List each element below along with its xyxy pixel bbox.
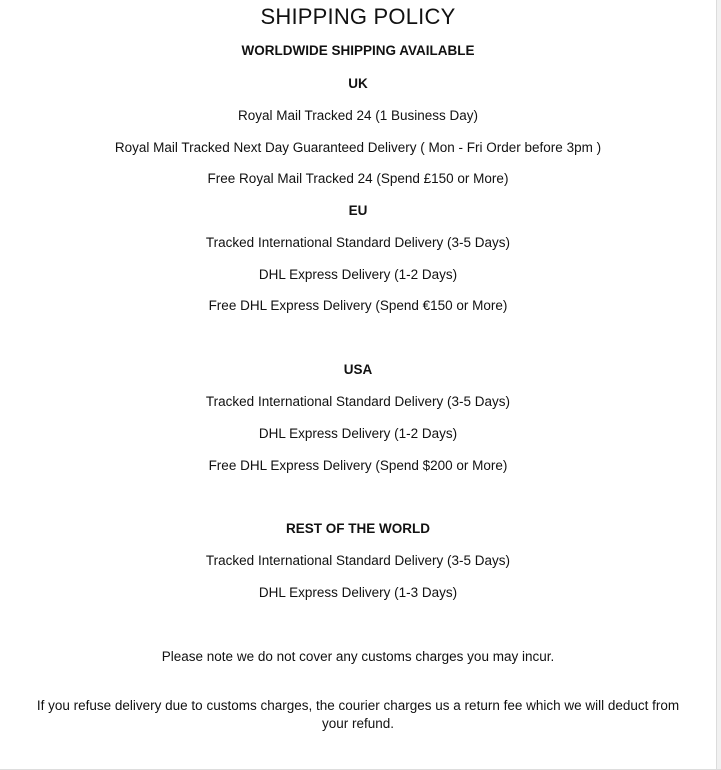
customs-note: Please note we do not cover any customs charges you may incur. [161, 649, 555, 664]
worldwide-shipping-heading: WORLDWIDE SHIPPING AVAILABLE [241, 43, 475, 58]
eu-shipping-option: DHL Express Delivery (1-2 Days) [258, 267, 458, 282]
page-edge [716, 0, 721, 770]
page-title: SHIPPING POLICY [260, 4, 456, 29]
rest-of-world-heading: REST OF THE WORLD [286, 521, 430, 536]
eu-heading: EU [348, 203, 368, 218]
uk-heading: UK [348, 76, 368, 91]
refusal-note: If you refuse delivery due to customs charges, the courier charges us a return fee which we will deduct from your refund. [36, 698, 680, 731]
uk-shipping-option: Royal Mail Tracked Next Day Guaranteed Delivery ( Mon - Fri Order before 3pm ) [114, 140, 602, 155]
usa-heading: USA [343, 362, 373, 377]
rest-of-world-shipping-option: DHL Express Delivery (1-3 Days) [258, 585, 458, 600]
uk-shipping-option: Royal Mail Tracked 24 (1 Business Day) [237, 108, 479, 123]
usa-shipping-option: Tracked International Standard Delivery (3-5 Days) [205, 394, 511, 409]
uk-shipping-option: Free Royal Mail Tracked 24 (Spend £150 or More) [207, 171, 509, 186]
eu-shipping-option: Tracked International Standard Delivery (3-5 Days) [205, 235, 511, 250]
eu-shipping-option: Free DHL Express Delivery (Spend €150 or More) [208, 298, 508, 313]
usa-shipping-option: DHL Express Delivery (1-2 Days) [258, 426, 458, 441]
rest-of-world-shipping-option: Tracked International Standard Delivery (3-5 Days) [205, 553, 511, 568]
usa-shipping-option: Free DHL Express Delivery (Spend $200 or More) [208, 458, 508, 473]
